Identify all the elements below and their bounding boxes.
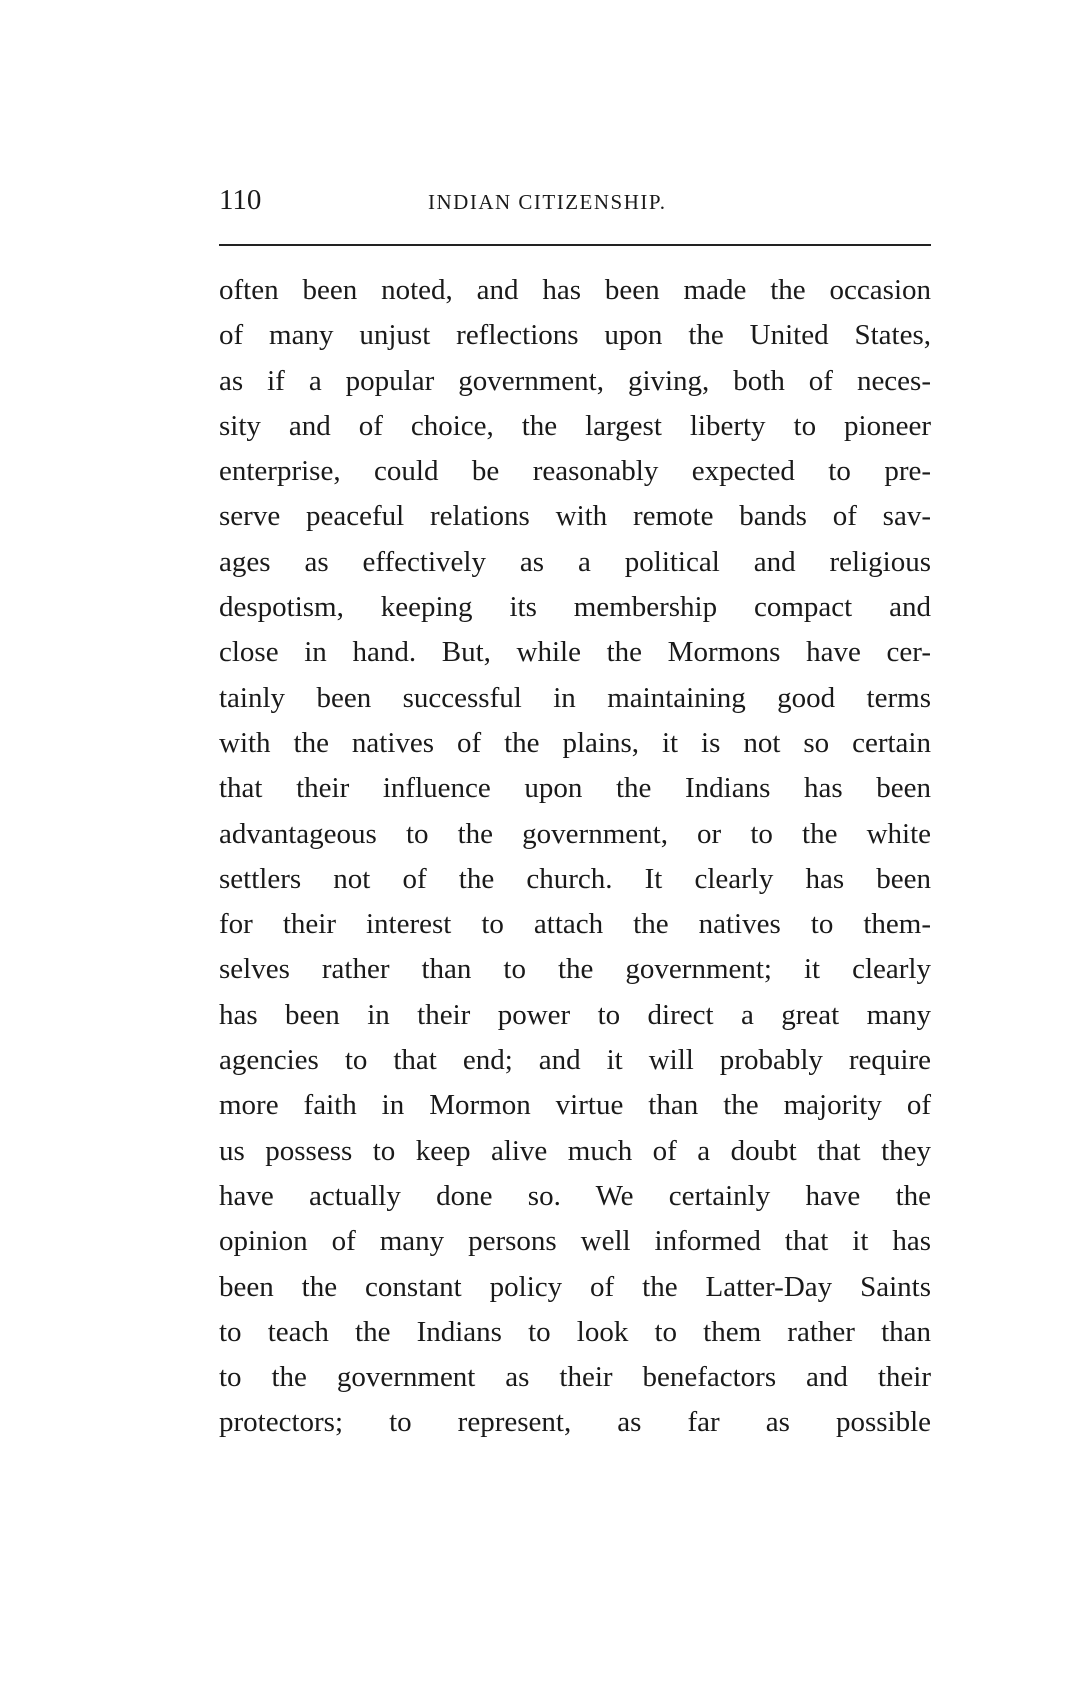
text-line-content: of many unjust reflections upon the United States, [219,319,931,352]
text-line [219,449,931,494]
text-line-content: sity and of choice, the largest liberty to pioneer [219,409,931,442]
header-rule [219,244,931,246]
text-line [219,1265,931,1310]
text-line [219,359,931,404]
text-line-content: as if a popular government, giving, both of neces- [219,364,931,397]
text-line-content: to the government as their benefactors and their [219,1361,931,1394]
body-text [219,268,931,1446]
text-line-content: ages as effectively as a political and religious [219,545,931,578]
text-line [219,993,931,1038]
text-line-content: settlers not of the church. It clearly has been [219,862,931,895]
text-line-content: with the natives of the plains, it is not so certain [219,726,931,759]
running-title: INDIAN CITIZENSHIP. [428,190,667,214]
text-line [219,766,931,811]
text-line [219,540,931,585]
text-line-content: to teach the Indians to look to them rather than [219,1315,931,1348]
text-line-content: us possess to keep alive much of a doubt that they [219,1134,931,1167]
text-line [219,1083,931,1128]
text-line [219,812,931,857]
text-line [219,1355,931,1400]
text-line [219,630,931,675]
text-line-content: more faith in Mormon virtue than the majority of [219,1089,931,1122]
text-line-content: despotism, keeping its membership compact and [219,591,931,624]
text-line [219,585,931,630]
page-number: 110 [219,184,262,216]
text-line [219,721,931,766]
text-line-content: has been in their power to direct a great many [219,998,931,1031]
text-line [219,1219,931,1264]
text-line [219,313,931,358]
text-line [219,404,931,449]
text-line-content: serve peaceful relations with remote bands of sav- [219,500,931,533]
text-line [219,1038,931,1083]
text-line-content: enterprise, could be reasonably expected to pre- [219,455,931,488]
text-line-content: protectors; to represent, as far as possible [219,1406,931,1439]
text-line [219,947,931,992]
text-line [219,902,931,947]
text-line [219,268,931,313]
text-line-content: for their interest to attach the natives to them- [219,908,931,941]
text-line-content: advantageous to the government, or to the white [219,817,931,850]
text-line-content: tainly been successful in maintaining good terms [219,681,931,714]
text-line-content: selves rather than to the government; it clearly [219,953,931,986]
text-line [219,676,931,721]
text-line-content: have actually done so. We certainly have the [219,1179,931,1212]
text-line-content: agencies to that end; and it will probably require [219,1044,931,1077]
text-line [219,1174,931,1219]
text-line-content: that their influence upon the Indians has been [219,772,931,805]
text-line [219,1310,931,1355]
text-line-content: often been noted, and has been made the occasion [219,274,931,306]
text-line [219,1129,931,1174]
text-line-content: close in hand. But, while the Mormons have cer- [219,636,931,669]
text-line [219,494,931,539]
text-line [219,1400,931,1445]
text-line-content: opinion of many persons well informed that it has [219,1225,931,1258]
text-line-content: been the constant policy of the Latter-Day Saints [219,1270,931,1303]
text-line [219,857,931,902]
